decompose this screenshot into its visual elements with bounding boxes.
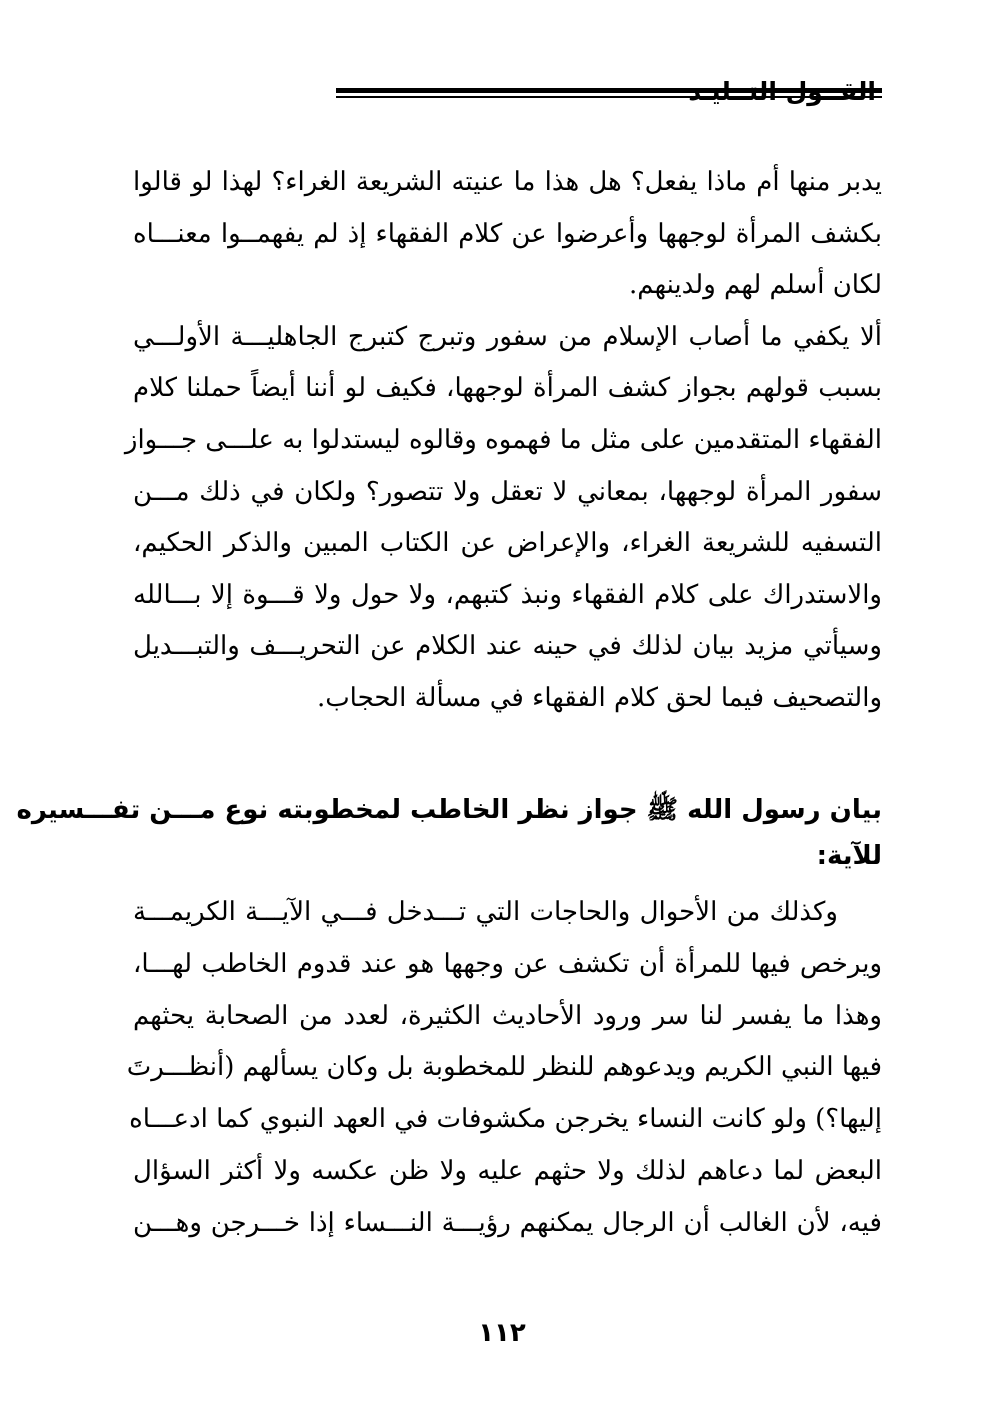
text-line: والتصحيف فيما لحق كلام الفقهاء في مسألة الحجاب. <box>316 682 882 713</box>
header-rule-thin <box>336 96 882 98</box>
section-heading <box>16 787 882 879</box>
text-line: وهذا ما يفسر لنا سر ورود الأحاديث الكثيرة، لعدد من الصحابة يحثهم <box>133 1000 882 1031</box>
text-line: فيه، لأن الغالب أن الرجال يمكنهم رؤيـــة النـــساء إذا خـــرجن وهـــن <box>133 1207 882 1238</box>
text-line: الفقهاء المتقدمين على مثل ما فهموه وقالوه ليستدلوا به علـــى جـــواز <box>124 424 882 455</box>
text-line: فيها النبي الكريم ويدعوهم للنظر للمخطوبة بل وكان يسألهم (أنظـــرتَ <box>126 1052 882 1083</box>
paragraph-2 <box>126 887 882 1250</box>
text-line: والاستدراك على كلام الفقهاء ونبذ كتبهم، ولا حول ولا قـــوة إلا بـــالله <box>133 579 882 610</box>
page-number: ١١٢ <box>478 1318 526 1348</box>
text-line: وسيأتي مزيد بيان لذلك في حينه عند الكلام عن التحريـــف والتبـــديل <box>133 631 882 662</box>
heading-line: للآية: <box>816 841 882 871</box>
text-line: بكشف المرأة لوجهها وأعرضوا عن كلام الفقهاء إذ لم يفهمــوا معنـــاه <box>133 218 882 249</box>
text-line: التسفيه للشريعة الغراء، والإعراض عن الكتاب المبين والذكر الحكيم، <box>133 528 882 559</box>
text-line: البعض لما دعاهم لذلك ولا حثهم عليه ولا ظن عكسه ولا أكثر السؤال <box>133 1155 882 1186</box>
text-line: لكان أسلم لهم ولدينهم. <box>629 270 882 301</box>
heading-line: بيان رسول الله ﷺ جواز نظر الخاطب لمخطوبته نوع مـــن تفـــسيره <box>16 795 882 825</box>
text-line: يدبر منها أم ماذا يفعل؟ هل هذا ما عنيته الشريعة الغراء؟ لهذا لو قالوا <box>133 167 882 197</box>
header-rule-thick <box>336 88 882 93</box>
paragraph-1 <box>124 157 882 725</box>
text-line: إليها؟) ولو كانت النساء يخرجن مكشوفات في العهد النبوي كما ادعـــاه <box>129 1104 882 1135</box>
text-line: ويرخص فيها للمرأة أن تكشف عن وجهها هو عند قدوم الخاطب لهـــا، <box>133 948 882 979</box>
text-line: ألا يكفي ما أصاب الإسلام من سفور وتبرج كتبرج الجاهليـــة الأولـــي <box>133 321 882 352</box>
text-line: بسبب قولهم بجواز كشف المرأة لوجهها، فكيف لو أننا أيضاً حملنا كلام <box>133 373 882 404</box>
text-line: سفور المرأة لوجهها، بمعاني لا تعقل ولا تتصور؟ ولكان في ذلك مـــن <box>133 476 882 507</box>
text-line: وكذلك من الأحوال والحاجات التي تـــدخل فـــي الآيـــة الكريمـــة <box>133 897 838 927</box>
